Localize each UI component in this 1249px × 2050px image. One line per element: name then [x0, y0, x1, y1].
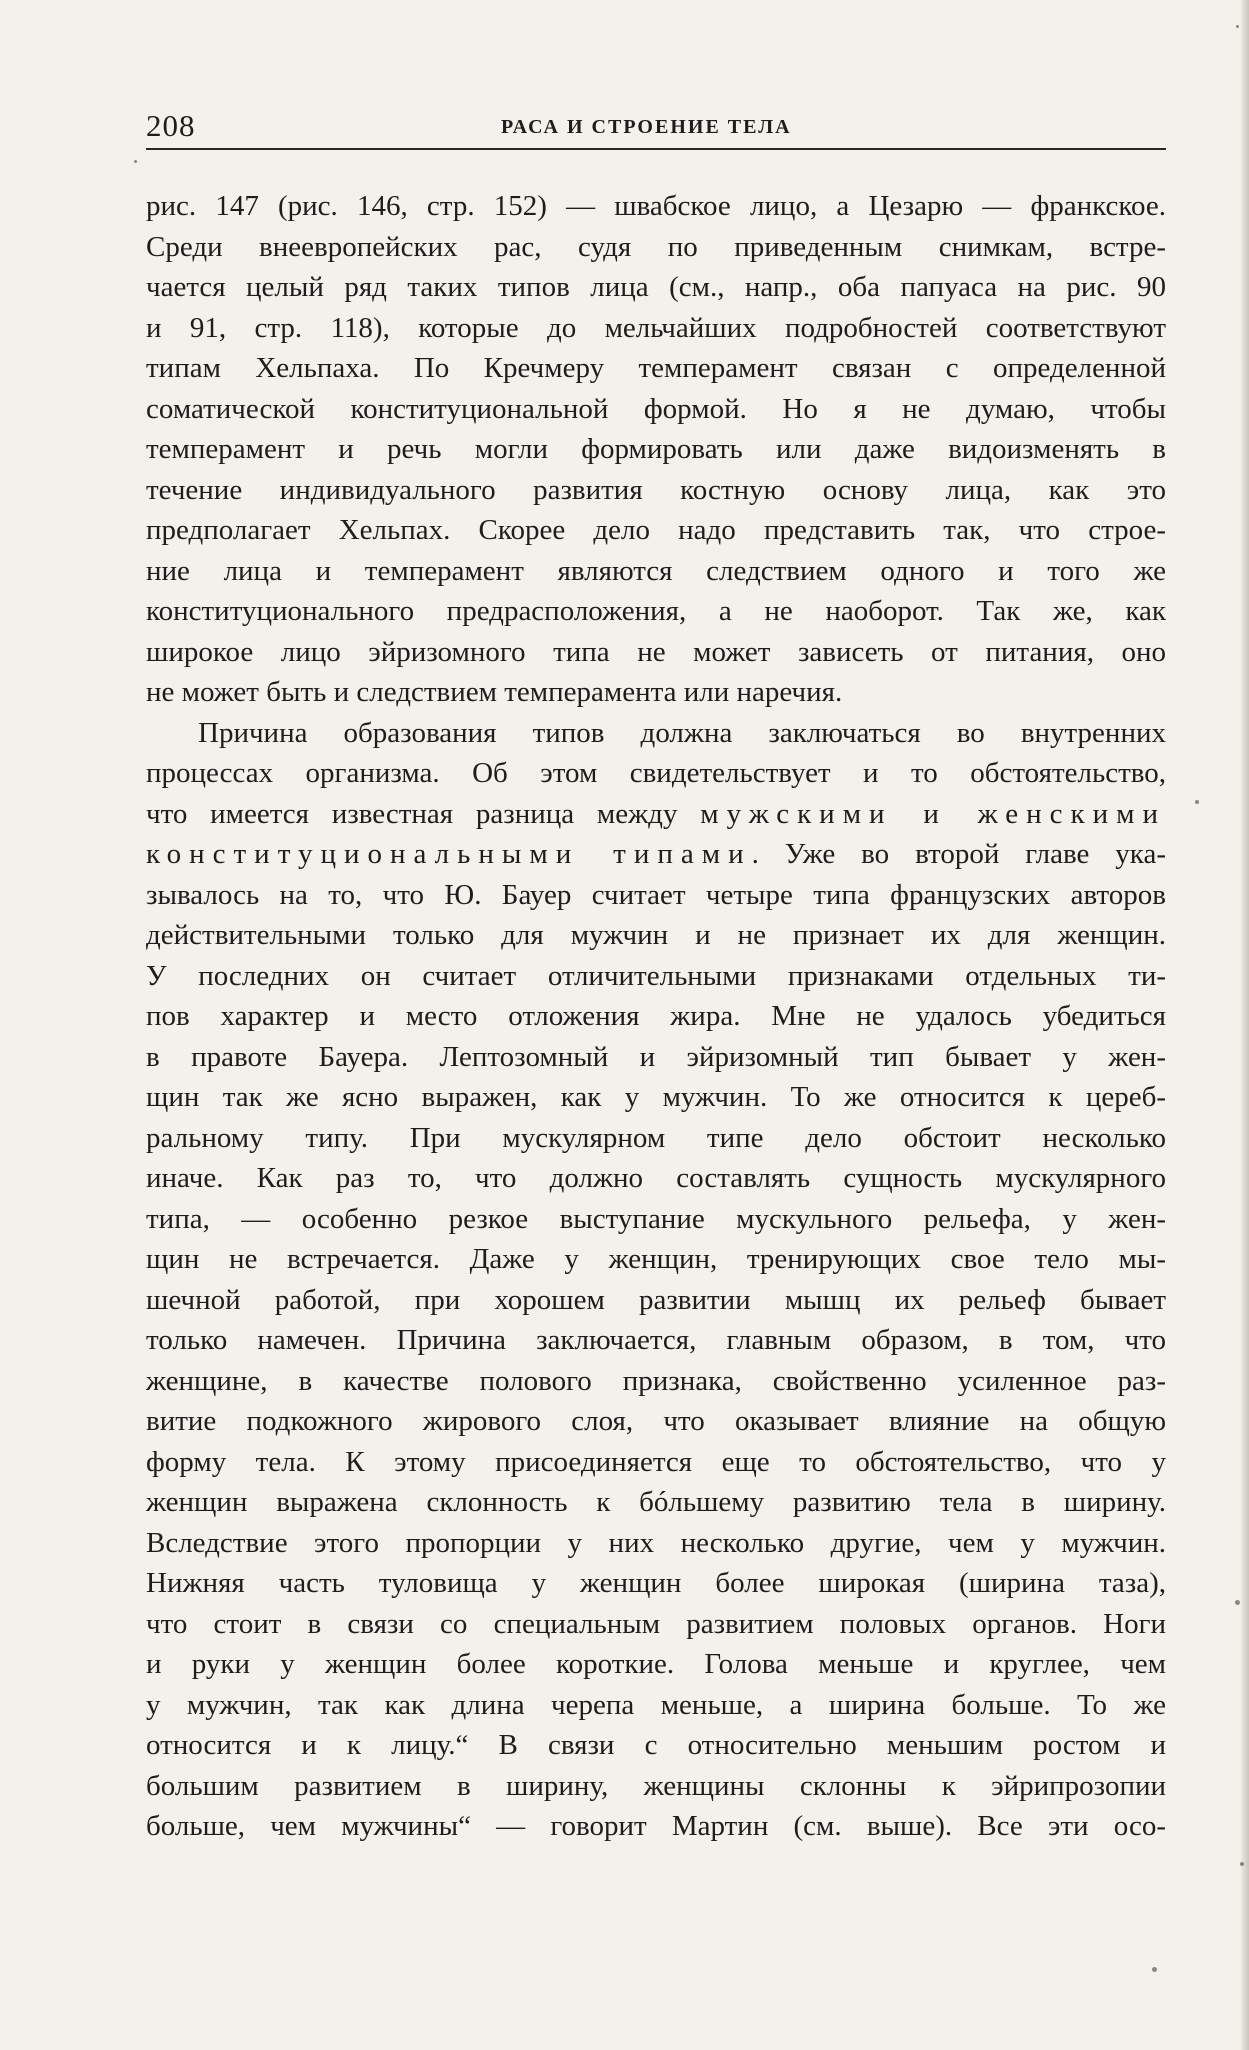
text-line: процессах организма. Об этом свидетельствует и то обстоятельство, — [146, 757, 1166, 789]
body-text — [146, 186, 1166, 1847]
text-line: в правоте Бауера. Лептозомный и эйризомный тип бывает у жен- — [146, 1040, 1166, 1073]
text-line: рис. 147 (рис. 146, стр. 152) — швабское лицо, а Цезарю — франкское. — [146, 190, 1166, 222]
text-line: только намечен. Причина заключается, главным образом, в том, что — [146, 1324, 1166, 1356]
paper-speck — [1195, 800, 1199, 804]
text-line: больше, чем мужчины“ — говорит Мартин (см. выше). Все эти осо- — [146, 1810, 1166, 1842]
text-line: темперамент и речь могли формировать или даже видоизменять в — [146, 433, 1166, 465]
text-line: относится и к лицу.“ В связи с относительно меньшим ростом и — [146, 1729, 1166, 1761]
text-line — [146, 834, 1166, 875]
paper-speck — [1240, 1862, 1244, 1866]
text-line — [146, 794, 1166, 835]
emphasized-text: конституциональными типами — [146, 838, 752, 870]
text-line: щин так же ясно выражен, как у мужчин. То же относится к цереб- — [146, 1081, 1166, 1113]
page-header — [146, 108, 1166, 150]
text-line: и 91, стр. 118), которые до мельчайших подробностей соответствуют — [146, 311, 1166, 344]
text-line: щин не встречается. Даже у женщин, тренирующих свое тело мы- — [146, 1243, 1166, 1275]
text-line: шечной работой, при хорошем развитии мышц их рельеф бывает — [146, 1283, 1166, 1316]
text-line: течение индивидуального развития костную основу лица, как это — [146, 473, 1166, 506]
text-line: ние лица и темперамент являются следствием одного и того же — [146, 554, 1166, 587]
text-fragment: что имеется известная разница между — [146, 797, 678, 830]
text-line: зывалось на то, что Ю. Бауер считает четыре типа французских авторов — [146, 878, 1166, 911]
paragraph-start-line: Причина образования типов должна заключаться во внутренних — [198, 716, 1166, 749]
text-line: большим развитием в ширину, женщины склонны к эйрипрозопии — [146, 1769, 1166, 1802]
text-line: конституционального предрасположения, а не наоборот. Так же, как — [146, 595, 1166, 627]
text-line: широкое лицо эйризомного типа не может зависеть от питания, оно — [146, 635, 1166, 668]
text-line: Среди внеевропейских рас, судя по приведенным снимкам, встре- — [146, 230, 1166, 263]
text-line: и руки у женщин более короткие. Голова меньше и круглее, чем — [146, 1648, 1166, 1680]
paper-speck — [1152, 1967, 1157, 1972]
paper-speck — [1236, 25, 1239, 28]
text-line: женщин выражена склонность к бóльшему развитию тела в ширину. — [146, 1486, 1166, 1518]
page-number: 208 — [146, 108, 196, 143]
text-line: соматической конституциональной формой. Но я не думаю, чтобы — [146, 392, 1166, 425]
text-line: чается целый ряд таких типов лица (см., напр., оба папуаса на рис. 90 — [146, 271, 1166, 303]
text-line: ральному типу. При мускулярном типе дело обстоит несколько — [146, 1121, 1166, 1154]
text-line: иначе. Как раз то, что должно составлять сущность мускулярного — [146, 1162, 1166, 1194]
paper-speck — [134, 160, 137, 163]
text-line: форму тела. К этому присоединяется еще то обстоятельство, что у — [146, 1445, 1166, 1478]
text-line: типам Хельпаха. По Кречмеру темперамент связан с определенной — [146, 352, 1166, 384]
text-line: женщине, в качестве полового признака, свойственно усиленное раз- — [146, 1364, 1166, 1397]
text-line: не может быть и следствием темперамента или наречия. — [146, 676, 843, 708]
text-line: пов характер и место отложения жира. Мне не удалось убедиться — [146, 1000, 1166, 1032]
page-edge — [1241, 0, 1249, 2050]
text-line: Вследствие этого пропорции у них несколько другие, чем у мужчин. — [146, 1526, 1166, 1559]
text-line: предполагает Хельпах. Скорее дело надо представить так, что строе- — [146, 514, 1166, 546]
text-line: У последних он считает отличительными признаками отдельных ти- — [146, 959, 1166, 992]
text-fragment: . Уже во второй главе ука- — [751, 838, 1166, 870]
emphasized-text: мужскими и женскими — [700, 797, 1167, 830]
paper-speck — [1235, 1600, 1240, 1605]
text-line: витие подкожного жирового слоя, что оказывает влияние на общую — [146, 1405, 1166, 1437]
text-line: что стоит в связи со специальным развитием половых органов. Ноги — [146, 1607, 1166, 1640]
text-line: типа, — особенно резкое выступание мускульного рельефа, у жен- — [146, 1202, 1166, 1235]
text-line: Нижняя часть туловища у женщин более широкая (ширина таза), — [146, 1567, 1166, 1599]
text-line: действительными только для мужчин и не признает их для женщин. — [146, 919, 1166, 951]
text-line: у мужчин, так как длина черепа меньше, а ширина больше. То же — [146, 1688, 1166, 1721]
running-title: РАСА И СТРОЕНИЕ ТЕЛА — [501, 116, 792, 138]
